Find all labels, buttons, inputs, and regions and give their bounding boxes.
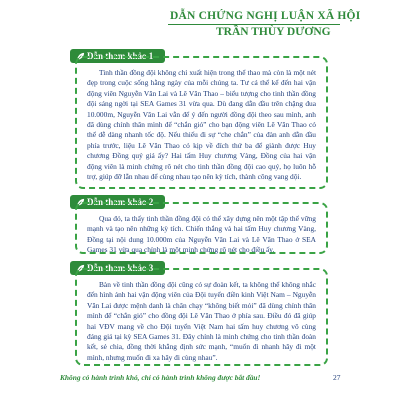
- section-tag-label: Dẫn tham khảo 3: [87, 263, 154, 273]
- section-tag-label: Dẫn tham khảo 2: [87, 197, 154, 207]
- section-text: Tinh thần đồng đội không chỉ xuất hiện trong thể thao mà còn là một nét đẹp trong cuộc sống hằng ngày của mỗi chúng ta. Tư cá thể kể đến hai vận động viên Nguyễn Văn Lai và Lê Văn Thao – biểu tượng cho tinh thần đồng đội sáng ngời tại SEA Games 31 vừa qua. Dù đang dẫn đầu trên chặng đua 10.000m, Nguyễn Văn Lai vẫn để ý đến người đồng đội theo sau mình, anh đã dùng chính thân mình để “chắn gió” cho bạn động viên Lê Văn Thao có thể dễ dàng nhanh tốc độ. Nếu thiếu đi sự “che chắn” của đàn anh dẫn đầu phía trước, liệu Lê Văn Thao có kịp về đích thứ ba để giành được Huy chương Đồng quý giá ấy? Hai tấm Huy chương Vàng, Đồng của hai vận động viên là minh chứng rõ nét cho tinh thần đồng đội cao quý, họ luôn hỗ trợ, giúp đỡ lẫn nhau để cùng nhau tạo nên kỳ tích, thành công vang dội.: [87, 68, 316, 182]
- footer-quote: Không có hành trình khó, chỉ có hành trình không được bắt đầu!: [60, 373, 261, 382]
- section-text: Qua đó, ta thấy tinh thần đồng đội có thể xây dựng nên một tập thể vững mạnh và tạo nên những kỳ tích. Chiến thắng và hai tấm Huy chương Vàng, Đồng tại nội dung 10.000m của Nguyễn Văn Lai và Lê Văn Thao ở SEA Games 31 vừa qua chính là một minh chứng rõ nét cho điều ấy.: [87, 214, 316, 255]
- header-divider: [168, 24, 340, 25]
- section-tag-label: Dẫn tham khảo 1: [87, 51, 154, 61]
- header-author: TRẦN THÙY DƯƠNG: [216, 26, 331, 38]
- section-box-3: [75, 268, 328, 366]
- section-text: Bàn về tinh thần đồng đội cũng có sự đoàn kết, ta không thể không nhắc đến hình ảnh hai vận động viên của Đội tuyển điền kinh Việt Nam – Nguyễn Văn Lai được mệnh danh là chân chạy “không biết mỏi” đã dùng chính thân mình để “chắn gió” cho đồng đội Lê Văn Thao ở phía sau. Điều đó đã giúp hai VĐV mang về cho Đội tuyển Việt Nam hai tấm huy chương vô cùng đáng giá tại kỳ SEA Games 31. Đây chính là minh chứng cho tinh thần đoàn kết, sẻ chia, đồng thời khẳng định sức mạnh, “muốn đi nhanh hãy đi một mình, nhưng muốn đi xa hãy đi cùng nhau”.: [87, 280, 316, 362]
- page-number: 27: [333, 373, 341, 382]
- section-box-1: [75, 56, 328, 189]
- section-box-2: [75, 202, 328, 254]
- header-title: DẪN CHỨNG NGHỊ LUẬN XÃ HỘI: [170, 10, 361, 22]
